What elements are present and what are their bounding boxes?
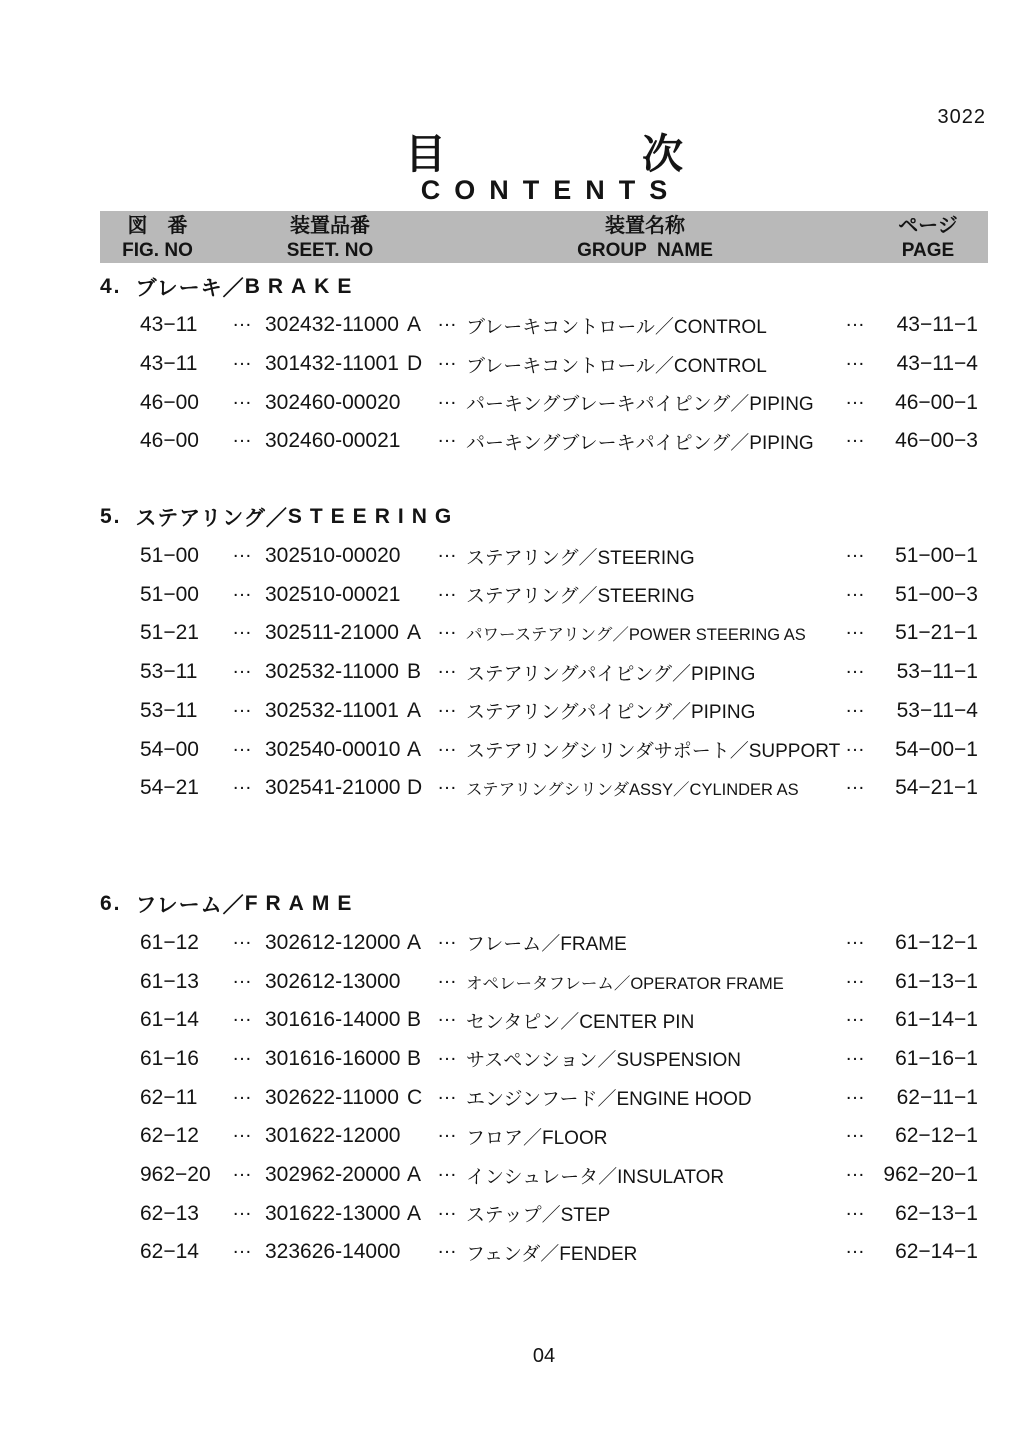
leader-dots	[437, 386, 466, 415]
group-name-cell: フェンダ／FENDER	[466, 1243, 638, 1265]
leader-dots-glyph: …	[232, 578, 252, 601]
leader-dots-glyph: …	[437, 1159, 457, 1182]
leader-dots-glyph: …	[232, 733, 252, 756]
leader-dots	[232, 1120, 265, 1148]
sheet-no-cell	[265, 621, 437, 645]
toc-row	[100, 962, 988, 1001]
fig-no-cell: 51−21	[140, 621, 199, 645]
part-suffix: A	[407, 737, 422, 761]
leader-dots	[845, 965, 875, 994]
part-number: 302432-11000	[265, 313, 399, 337]
column-header-page-en: PAGE	[901, 239, 955, 261]
sheet-no-cell	[265, 1124, 437, 1148]
leader-dots	[437, 1159, 466, 1187]
leader-dots	[437, 617, 466, 645]
leader-dots	[845, 1042, 875, 1071]
leader-dots	[437, 733, 466, 762]
leader-dots-glyph: …	[232, 1159, 252, 1182]
leader-dots-glyph: …	[232, 694, 252, 717]
leader-dots-glyph: …	[437, 772, 457, 795]
sheet-no-cell	[265, 931, 437, 955]
toc-row	[100, 1078, 988, 1117]
leader-dots-glyph: …	[232, 1120, 252, 1143]
leader-dots	[845, 1120, 875, 1148]
section-title-jp: ステアリング／	[135, 507, 288, 531]
sheet-no-cell	[265, 699, 437, 723]
leader-dots-glyph: …	[845, 1042, 865, 1065]
fig-no-cell: 61−16	[140, 1046, 199, 1070]
leader-dots-glyph: …	[232, 1004, 252, 1027]
leader-dots	[232, 1004, 265, 1032]
leader-dots-glyph: …	[232, 656, 252, 679]
group-name-cell: パワーステアリング／POWER STEERING AS	[466, 626, 806, 645]
fig-no-cell: 53−11	[140, 660, 198, 684]
leader-dots	[845, 1197, 875, 1226]
leader-dots-glyph: …	[845, 1159, 865, 1182]
leader-dots	[845, 772, 875, 800]
part-number: 302541-21000	[265, 776, 401, 800]
page-cell: 61−12−1	[895, 930, 978, 954]
toc-row	[100, 1194, 988, 1233]
leader-dots-glyph: …	[437, 386, 457, 409]
page-cell: 62−12−1	[895, 1124, 978, 1148]
leader-dots-glyph: …	[232, 965, 252, 988]
leader-dots-glyph: …	[437, 540, 457, 563]
part-suffix: A	[407, 621, 422, 645]
leader-dots-glyph: …	[437, 1004, 457, 1027]
page-cell: 51−00−1	[895, 544, 978, 568]
leader-dots	[232, 617, 265, 645]
leader-dots-glyph: …	[845, 386, 865, 409]
leader-dots	[232, 1159, 265, 1187]
section-title-en: BRAKE	[244, 274, 360, 298]
fig-no-cell: 962−20	[140, 1163, 211, 1187]
group-name-cell: ステアリングパイピング／PIPING	[466, 702, 756, 724]
leader-dots	[437, 540, 466, 568]
section-title-jp: フレーム／	[135, 894, 245, 918]
toc-row	[100, 1001, 988, 1040]
part-number: 302540-00010	[265, 737, 401, 761]
leader-dots	[437, 1197, 466, 1226]
page-title-japanese	[100, 131, 988, 177]
leader-dots	[232, 1197, 265, 1226]
page-title-jp-right: 次	[642, 131, 683, 177]
toc-row	[100, 575, 988, 614]
section	[100, 267, 988, 461]
part-suffix: B	[407, 1046, 422, 1070]
leader-dots	[845, 425, 875, 453]
column-header-sheet-no-jp: 装置品番	[290, 214, 370, 237]
leader-dots-glyph: …	[437, 309, 457, 332]
group-name-cell: フレーム／FRAME	[466, 934, 627, 956]
leader-dots	[845, 1004, 875, 1032]
doc-number: 3022	[937, 106, 986, 128]
leader-dots	[845, 1159, 875, 1187]
leader-dots	[845, 386, 875, 415]
column-header-sheet-no	[215, 211, 445, 263]
leader-dots	[437, 309, 466, 337]
group-name-cell: ステアリングシリンダASSY／CYLINDER AS	[466, 781, 799, 800]
leader-dots-glyph: …	[437, 1197, 457, 1220]
leader-dots-glyph: …	[437, 348, 457, 371]
leader-dots-glyph: …	[232, 772, 252, 795]
leader-dots-glyph: …	[437, 1120, 457, 1143]
part-suffix: B	[407, 660, 422, 684]
leader-dots	[437, 1042, 466, 1071]
leader-dots-glyph: …	[437, 694, 457, 717]
page-cell: 53−11−4	[896, 698, 978, 722]
part-number: 302511-21000	[265, 621, 399, 645]
table-header-bar	[100, 211, 988, 263]
page-cell: 51−21−1	[895, 621, 978, 645]
leader-dots	[845, 348, 875, 376]
section-number: 5.	[100, 505, 122, 529]
toc-row	[100, 1156, 988, 1195]
toc-row	[100, 383, 988, 422]
sheet-no-cell	[265, 429, 437, 453]
page-cell: 53−11−1	[896, 660, 978, 684]
leader-dots	[232, 1236, 265, 1264]
page-cell: 54−00−1	[895, 737, 978, 761]
part-number: 301616-14000	[265, 1008, 401, 1032]
fig-no-cell: 54−21	[140, 776, 199, 800]
leader-dots	[437, 578, 466, 607]
part-number: 302510-00020	[265, 544, 401, 568]
part-number: 302532-11001	[265, 698, 399, 722]
leader-dots	[437, 425, 466, 453]
sheet-no-cell	[265, 391, 437, 415]
section-number: 4.	[100, 274, 122, 298]
sheet-no-cell	[265, 313, 437, 337]
fig-no-cell: 46−00	[140, 429, 199, 453]
column-header-spacer	[845, 211, 868, 263]
column-header-fig-no	[100, 211, 215, 263]
leader-dots-glyph: …	[232, 348, 252, 371]
toc-row	[100, 345, 988, 384]
part-suffix: D	[407, 776, 423, 800]
leader-dots-glyph: …	[845, 1197, 865, 1220]
group-name-cell: フロア／FLOOR	[466, 1127, 608, 1149]
part-suffix: A	[407, 698, 422, 722]
part-suffix: D	[407, 352, 423, 376]
column-header-sheet-no-en: SEET. NO	[286, 239, 374, 261]
leader-dots	[232, 1081, 265, 1110]
leader-dots	[437, 348, 466, 376]
leader-dots	[845, 1081, 875, 1110]
group-name-cell: パーキングブレーキパイピング／PIPING	[466, 432, 814, 454]
leader-dots-glyph: …	[845, 425, 865, 448]
part-suffix: A	[407, 1163, 422, 1187]
part-number: 301616-16000	[265, 1046, 401, 1070]
group-name-cell: ブレーキコントロール／CONTROL	[466, 355, 767, 377]
fig-no-cell: 53−11	[140, 698, 198, 722]
leader-dots-glyph: …	[232, 540, 252, 563]
leader-dots-glyph: …	[845, 540, 865, 563]
leader-dots-glyph: …	[845, 733, 865, 756]
section	[100, 498, 988, 808]
sheet-no-cell	[265, 1086, 437, 1110]
leader-dots-glyph: …	[845, 772, 865, 795]
leader-dots	[437, 1120, 466, 1148]
leader-dots	[437, 1081, 466, 1110]
leader-dots-glyph: …	[845, 1081, 865, 1104]
leader-dots	[232, 965, 265, 994]
leader-dots-glyph: …	[845, 694, 865, 717]
sheet-no-cell	[265, 738, 437, 762]
sheet-no-cell	[265, 1202, 437, 1226]
leader-dots	[845, 926, 875, 955]
part-number: 302612-13000	[265, 969, 401, 993]
leader-dots-glyph: …	[437, 1042, 457, 1065]
sheet-no-cell	[265, 583, 437, 607]
fig-no-cell: 43−11	[140, 352, 198, 376]
column-header-fig-no-en: FIG. NO	[122, 239, 193, 261]
part-suffix: C	[407, 1085, 423, 1109]
leader-dots-glyph: …	[437, 578, 457, 601]
part-suffix: A	[407, 930, 422, 954]
fig-no-cell: 61−14	[140, 1008, 199, 1032]
group-name-cell: ステアリング／STEERING	[466, 586, 695, 608]
leader-dots-glyph: …	[845, 656, 865, 679]
fig-no-cell: 51−00	[140, 544, 199, 568]
toc-row	[100, 306, 988, 345]
leader-dots	[845, 617, 875, 645]
column-header-fig-no-jp: 図 番	[127, 214, 188, 237]
fig-no-cell: 62−11	[140, 1085, 198, 1109]
page-cell: 51−00−3	[895, 582, 978, 606]
leader-dots-glyph: …	[437, 965, 457, 988]
group-name-cell: ステアリングシリンダサポート／SUPPORT	[466, 741, 841, 763]
leader-dots-glyph: …	[232, 1081, 252, 1104]
leader-dots	[437, 772, 466, 800]
toc-row	[100, 614, 988, 653]
group-name-cell: インシュレータ／INSULATOR	[466, 1166, 725, 1188]
group-name-cell: ブレーキコントロール／CONTROL	[466, 316, 767, 338]
leader-dots	[845, 540, 875, 568]
leader-dots-glyph: …	[437, 617, 457, 640]
leader-dots-glyph: …	[845, 926, 865, 949]
leader-dots-glyph: …	[232, 425, 252, 448]
part-suffix: A	[407, 313, 422, 337]
group-name-cell: オペレータフレーム／OPERATOR FRAME	[466, 974, 784, 993]
leader-dots	[845, 309, 875, 337]
leader-dots	[845, 694, 875, 723]
page-cell: 46−00−3	[895, 429, 978, 453]
fig-no-cell: 62−12	[140, 1124, 199, 1148]
group-name-cell: ステアリングパイピング／PIPING	[466, 663, 756, 685]
column-header-page-jp: ページ	[898, 214, 958, 237]
leader-dots	[845, 1236, 875, 1264]
section-title-en: STEERING	[287, 505, 460, 529]
page-title-english: CONTENTS	[420, 175, 682, 205]
section-title-en: FRAME	[244, 892, 360, 916]
toc-row	[100, 924, 988, 963]
leader-dots-glyph: …	[437, 656, 457, 679]
fig-no-cell: 43−11	[140, 313, 198, 337]
leader-dots-glyph: …	[845, 348, 865, 371]
part-number: 301622-12000	[265, 1124, 401, 1148]
sheet-no-cell	[265, 1163, 437, 1187]
column-header-group-name	[445, 211, 845, 263]
part-number: 302510-00021	[265, 582, 401, 606]
page-cell: 62−13−1	[895, 1201, 978, 1225]
page-cell: 61−14−1	[895, 1008, 978, 1032]
page-cell: 62−11−1	[896, 1085, 978, 1109]
leader-dots-glyph: …	[845, 965, 865, 988]
page-cell: 61−13−1	[895, 969, 978, 993]
leader-dots-glyph: …	[232, 1042, 252, 1065]
leader-dots	[437, 694, 466, 723]
sheet-no-cell	[265, 1240, 437, 1264]
group-name-cell: ステップ／STEP	[466, 1205, 611, 1227]
page-title-jp-left: 目	[405, 131, 446, 177]
section-title	[100, 267, 988, 306]
leader-dots	[845, 733, 875, 762]
leader-dots	[845, 656, 875, 684]
column-header-group-name-jp: 装置名称	[605, 214, 685, 237]
section-title-jp: ブレーキ／	[135, 276, 245, 300]
fig-no-cell: 54−00	[140, 737, 199, 761]
leader-dots-glyph: …	[845, 1004, 865, 1027]
column-header-page	[868, 211, 988, 263]
section-title	[100, 498, 988, 537]
leader-dots-glyph: …	[845, 617, 865, 640]
sheet-no-cell	[265, 776, 437, 800]
page-cell: 54−21−1	[895, 776, 978, 800]
leader-dots-glyph: …	[437, 1236, 457, 1259]
group-name-cell: サスペンション／SUSPENSION	[466, 1050, 741, 1072]
leader-dots-glyph: …	[232, 309, 252, 332]
sheet-no-cell	[265, 660, 437, 684]
part-number: 302962-20000	[265, 1163, 401, 1187]
leader-dots	[232, 1042, 265, 1071]
page-cell: 61−16−1	[895, 1046, 978, 1070]
page-cell: 62−14−1	[895, 1240, 978, 1264]
sheet-no-cell	[265, 1047, 437, 1071]
section	[100, 885, 988, 1272]
part-suffix: A	[407, 1201, 422, 1225]
fig-no-cell: 62−14	[140, 1240, 199, 1264]
leader-dots-glyph: …	[437, 1081, 457, 1104]
part-number: 301432-11001	[265, 352, 399, 376]
page-cell: 43−11−4	[896, 352, 978, 376]
fig-no-cell: 62−13	[140, 1201, 199, 1225]
toc-row	[100, 769, 988, 808]
leader-dots	[232, 772, 265, 800]
leader-dots	[232, 578, 265, 607]
sections	[100, 267, 988, 1272]
leader-dots-glyph: …	[845, 578, 865, 601]
toc-row	[100, 1040, 988, 1079]
toc-row	[100, 692, 988, 731]
page	[100, 0, 988, 1449]
toc-row	[100, 1233, 988, 1272]
part-number: 302622-11000	[265, 1085, 399, 1109]
sheet-no-cell	[265, 544, 437, 568]
leader-dots-glyph: …	[437, 425, 457, 448]
leader-dots-glyph: …	[845, 1120, 865, 1143]
leader-dots	[437, 965, 466, 994]
part-number: 302612-12000	[265, 930, 401, 954]
leader-dots-glyph: …	[437, 733, 457, 756]
part-number: 323626-14000	[265, 1240, 401, 1264]
leader-dots	[232, 309, 265, 337]
leader-dots	[437, 1004, 466, 1032]
sheet-no-cell	[265, 1008, 437, 1032]
sheet-no-cell	[265, 970, 437, 994]
group-name-cell: パーキングブレーキパイピング／PIPING	[466, 394, 814, 416]
leader-dots-glyph: …	[437, 926, 457, 949]
part-number: 302460-00020	[265, 390, 401, 414]
fig-no-cell: 61−13	[140, 969, 199, 993]
leader-dots	[232, 694, 265, 723]
group-name-cell: エンジンフード／ENGINE HOOD	[466, 1089, 752, 1111]
leader-dots	[437, 656, 466, 684]
leader-dots	[437, 926, 466, 955]
group-name-cell: センタピン／CENTER PIN	[466, 1011, 695, 1033]
column-header-group-name-en: GROUP NAME	[577, 239, 713, 261]
leader-dots	[232, 386, 265, 415]
toc-row	[100, 537, 988, 576]
leader-dots-glyph: …	[845, 309, 865, 332]
leader-dots-glyph: …	[232, 617, 252, 640]
fig-no-cell: 51−00	[140, 582, 199, 606]
toc-row	[100, 1117, 988, 1156]
leader-dots	[232, 540, 265, 568]
leader-dots-glyph: …	[232, 1236, 252, 1259]
leader-dots-glyph: …	[232, 386, 252, 409]
leader-dots	[437, 1236, 466, 1264]
fig-no-cell: 61−12	[140, 930, 199, 954]
leader-dots	[232, 348, 265, 376]
section-title	[100, 885, 988, 924]
leader-dots-glyph: …	[845, 1236, 865, 1259]
leader-dots	[845, 578, 875, 607]
leader-dots	[232, 926, 265, 955]
page-cell: 962−20−1	[883, 1163, 978, 1187]
fig-no-cell: 46−00	[140, 390, 199, 414]
part-suffix: B	[407, 1008, 422, 1032]
sheet-no-cell	[265, 352, 437, 376]
toc-row	[100, 730, 988, 769]
leader-dots-glyph: …	[232, 926, 252, 949]
part-number: 302460-00021	[265, 429, 401, 453]
toc-row	[100, 422, 988, 461]
section-number: 6.	[100, 892, 122, 916]
leader-dots-glyph: …	[232, 1197, 252, 1220]
part-number: 302532-11000	[265, 660, 399, 684]
leader-dots	[232, 425, 265, 453]
group-name-cell: ステアリング／STEERING	[466, 547, 695, 569]
page-cell: 46−00−1	[895, 390, 978, 414]
leader-dots	[232, 656, 265, 684]
page-cell: 43−11−1	[896, 313, 978, 337]
footer-page-number: 04	[532, 1345, 556, 1367]
part-number: 301622-13000	[265, 1201, 401, 1225]
toc-row	[100, 653, 988, 692]
leader-dots	[232, 733, 265, 762]
